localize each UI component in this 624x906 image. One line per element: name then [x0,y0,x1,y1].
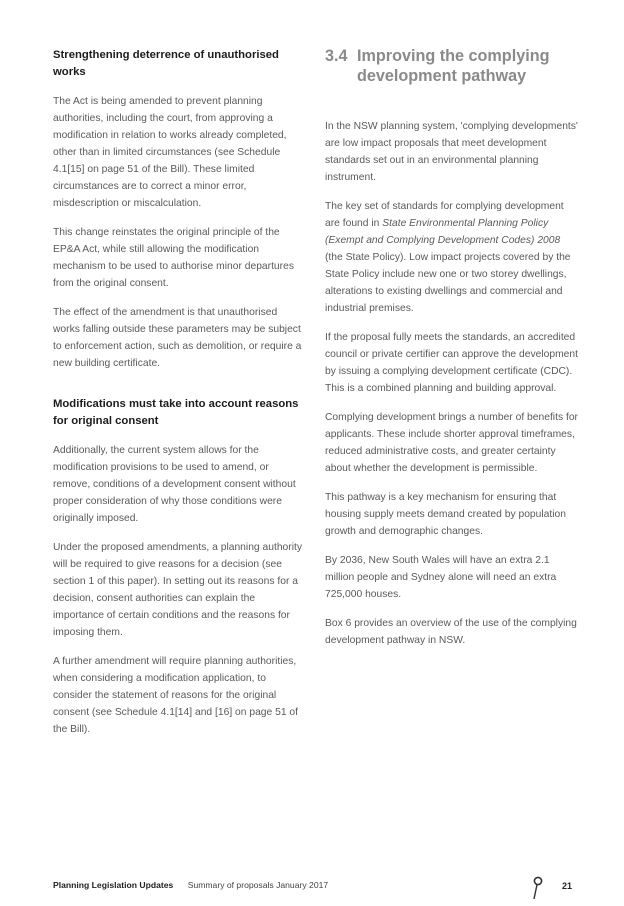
paragraph: A further amendment will require planning authorities, when considering a modification application, to consider the statement of reasons for the original consent (see Schedule 4.1[14] and [16] on page 51 of the Bill). [53,656,299,735]
paragraph: Complying development brings a number of benefits for applicants. These include shorter approval timeframes, reduced administrative costs, and greater certainty about whether the development is permissible. [325,412,578,474]
footer-title: Planning Legislation Updates [53,880,174,890]
paragraph: If the proposal fully meets the standards, an accredited council or private certifier can approve the development by issuing a complying development certificate (CDC). This is a combined planning and building approval. [325,332,578,394]
left-column [53,47,305,750]
paragraph: The key set of standards for complying development are found in State Environmental Planning Policy (Exempt and Complying Development Codes) 2008 (the State Policy). Low impact projects covered by the State Policy include new one or two storey dwellings, alterations to existing dwellings and commercial and industrial premises. [325,201,571,314]
map-pin-icon [531,876,545,905]
section-heading [325,46,578,86]
footer-subtitle: Summary of proposals January 2017 [187,880,329,890]
section-title: Improving the complying development pathway [357,47,550,85]
paragraph: Under the proposed amendments, a planning authority will be required to give reasons for a decision (see section 1 of this paper). In setting out its reasons for a decision, consent authorities can explain the importance of certain conditions and the reasons for imposing them. [53,542,303,638]
paragraph: The effect of the amendment is that unauthorised works falling outside these parameters may be subject to enforcement action, such as demolition, or require a new building certificate. [53,307,302,369]
paragraph: The Act is being amended to prevent planning authorities, including the court, from approving a modification in relation to works already completed, other than in limited circumstances (see Schedule 4.1[15] on page 51 of the Bill). These limited circumstances are to correct a minor error, misdescription or miscalculation. [53,96,287,209]
right-column [325,46,578,661]
paragraph: This pathway is a key mechanism for ensuring that housing supply meets demand created by population growth and demographic changes. [325,492,566,537]
policy-title: State Environmental Planning Policy (Exempt and Complying Development Codes) 2008 [325,218,561,246]
page-footer [53,880,573,896]
paragraph: In the NSW planning system, 'complying developments' are low impact proposals that meet development standards set out in an environmental planning instrument. [325,121,578,183]
paragraph: This change reinstates the original principle of the EP&A Act, while still allowing the modification mechanism to be used to authorise minor departures from the original consent. [53,227,294,289]
section-number: 3.4 [325,47,348,65]
paragraph: Box 6 provides an overview of the use of the complying development pathway in NSW. [325,618,577,646]
page-number: 21 [562,881,573,891]
subheading-deterrence: Strengthening deterrence of unauthorised works [53,49,279,78]
paragraph: By 2036, New South Wales will have an extra 2.1 million people and Sydney alone will need an extra 725,000 houses. [325,555,557,600]
paragraph: Additionally, the current system allows for the modification provisions to be used to amend, or remove, conditions of a development consent without proper consideration of why those conditions were originally imposed. [53,445,296,524]
subheading-modifications: Modifications must take into account reasons for original consent [53,398,299,427]
